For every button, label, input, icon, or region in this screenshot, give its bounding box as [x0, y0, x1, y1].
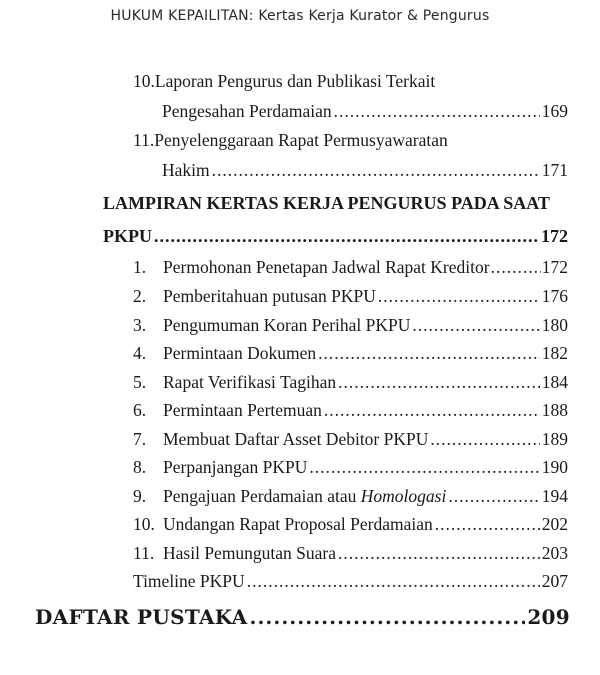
entry-number: 6. — [133, 400, 147, 420]
final-heading-title: DAFTAR PUSTAKA — [35, 605, 248, 629]
entry-title: Rapat Verifikasi Tagihan — [163, 372, 337, 392]
entry-page-number: 184 — [541, 372, 568, 392]
dot-leader — [430, 429, 539, 450]
entry-title-continued: Hakim — [162, 160, 210, 180]
dot-leader — [334, 101, 540, 122]
toc-entry-2[interactable] — [133, 286, 568, 307]
entry-number: 2. — [133, 286, 147, 306]
entry-page-number: 189 — [541, 429, 568, 449]
entry-title: Timeline PKPU — [133, 571, 245, 591]
dot-leader — [448, 486, 539, 507]
entry-page-number: 182 — [541, 343, 568, 363]
entry-page-number: 176 — [541, 286, 568, 306]
entry-number: 10. — [133, 514, 155, 534]
dot-leader — [491, 257, 541, 278]
dot-leader — [412, 315, 539, 336]
entry-page-number: 203 — [541, 543, 568, 563]
toc-entry-5[interactable] — [133, 372, 568, 393]
entry-page-number: 180 — [541, 315, 568, 335]
final-page-number: 209 — [527, 605, 570, 629]
dot-leader — [249, 605, 525, 629]
dot-leader — [435, 514, 540, 535]
running-header: HUKUM KEPAILITAN: Kertas Kerja Kurator & Pengurus — [110, 8, 490, 24]
entry-title: Membuat Daftar Asset Debitor PKPU — [163, 429, 429, 449]
toc-entry-6[interactable] — [133, 400, 568, 421]
entry-title: Laporan Pengurus dan Publikasi Terkait — [154, 71, 436, 91]
toc-entry-4[interactable] — [133, 343, 568, 364]
dot-leader — [309, 457, 539, 478]
entry-title: Perpanjangan PKPU — [163, 457, 308, 477]
toc-entry-8[interactable] — [133, 457, 568, 478]
toc-entry-pre-10-line2[interactable] — [162, 101, 568, 122]
dot-leader — [338, 372, 540, 393]
dot-leader — [247, 571, 540, 592]
entry-title: Pengajuan Perdamaian atau — [163, 486, 361, 506]
dot-leader — [154, 226, 539, 247]
toc-entry-10[interactable] — [133, 514, 568, 535]
section-page-number: 172 — [541, 226, 568, 246]
entry-page-number: 202 — [541, 514, 568, 534]
toc-entry-11[interactable] — [133, 543, 568, 564]
entry-number: 9. — [133, 486, 147, 506]
entry-page-number: 194 — [541, 486, 568, 506]
toc-entry-7[interactable] — [133, 429, 568, 450]
entry-title: Pengumuman Koran Perihal PKPU — [163, 315, 411, 335]
toc-entry-3[interactable] — [133, 315, 568, 336]
entry-page-number: 207 — [541, 571, 568, 591]
toc-entry-9[interactable] — [133, 486, 568, 507]
entry-page-number: 169 — [541, 101, 568, 121]
dot-leader — [378, 286, 540, 307]
entry-number: 11. — [133, 543, 155, 563]
dot-leader — [318, 343, 540, 364]
daftar-pustaka-entry[interactable] — [35, 605, 570, 629]
entry-title: Permintaan Pertemuan — [163, 400, 322, 420]
entry-number: 7. — [133, 429, 147, 449]
dot-leader — [324, 400, 540, 421]
entry-number: 10. — [133, 71, 155, 91]
section-heading-line2[interactable] — [103, 226, 568, 247]
toc-entry-1[interactable] — [133, 257, 568, 278]
entry-page-number: 172 — [541, 257, 568, 277]
entry-title: Permohonan Penetapan Jadwal Rapat Kreditor — [163, 257, 490, 277]
section-heading-continued: PKPU — [103, 226, 152, 246]
entry-number: 4. — [133, 343, 147, 363]
toc-entry-timeline[interactable] — [133, 571, 568, 592]
entry-number: 1. — [133, 257, 147, 277]
entry-page-number: 171 — [541, 160, 568, 180]
entry-title: Penyelenggaraan Rapat Permusyawaratan — [154, 130, 448, 150]
entry-page-number: 188 — [541, 400, 568, 420]
entry-number: 8. — [133, 457, 147, 477]
entry-title: Permintaan Dokumen — [163, 343, 317, 363]
dot-leader — [212, 160, 540, 181]
entry-title: Pemberitahuan putusan PKPU — [163, 286, 376, 306]
section-heading-line1: LAMPIRAN KERTAS KERJA PENGURUS PADA SAAT — [103, 193, 550, 213]
entry-title-continued: Pengesahan Perdamaian — [162, 101, 332, 121]
entry-title: Undangan Rapat Proposal Perdamaian — [163, 514, 433, 534]
toc-entry-pre-11-line1 — [133, 130, 448, 151]
dot-leader — [338, 543, 540, 564]
toc-entry-pre-11-line2[interactable] — [162, 160, 568, 181]
toc-entry-pre-10-line1 — [133, 71, 435, 92]
entry-title-italic: Homologasi — [360, 486, 447, 506]
entry-number: 11. — [133, 130, 155, 150]
entry-number: 3. — [133, 315, 147, 335]
entry-page-number: 190 — [541, 457, 568, 477]
entry-title: Hasil Pemungutan Suara — [163, 543, 337, 563]
entry-number: 5. — [133, 372, 147, 392]
